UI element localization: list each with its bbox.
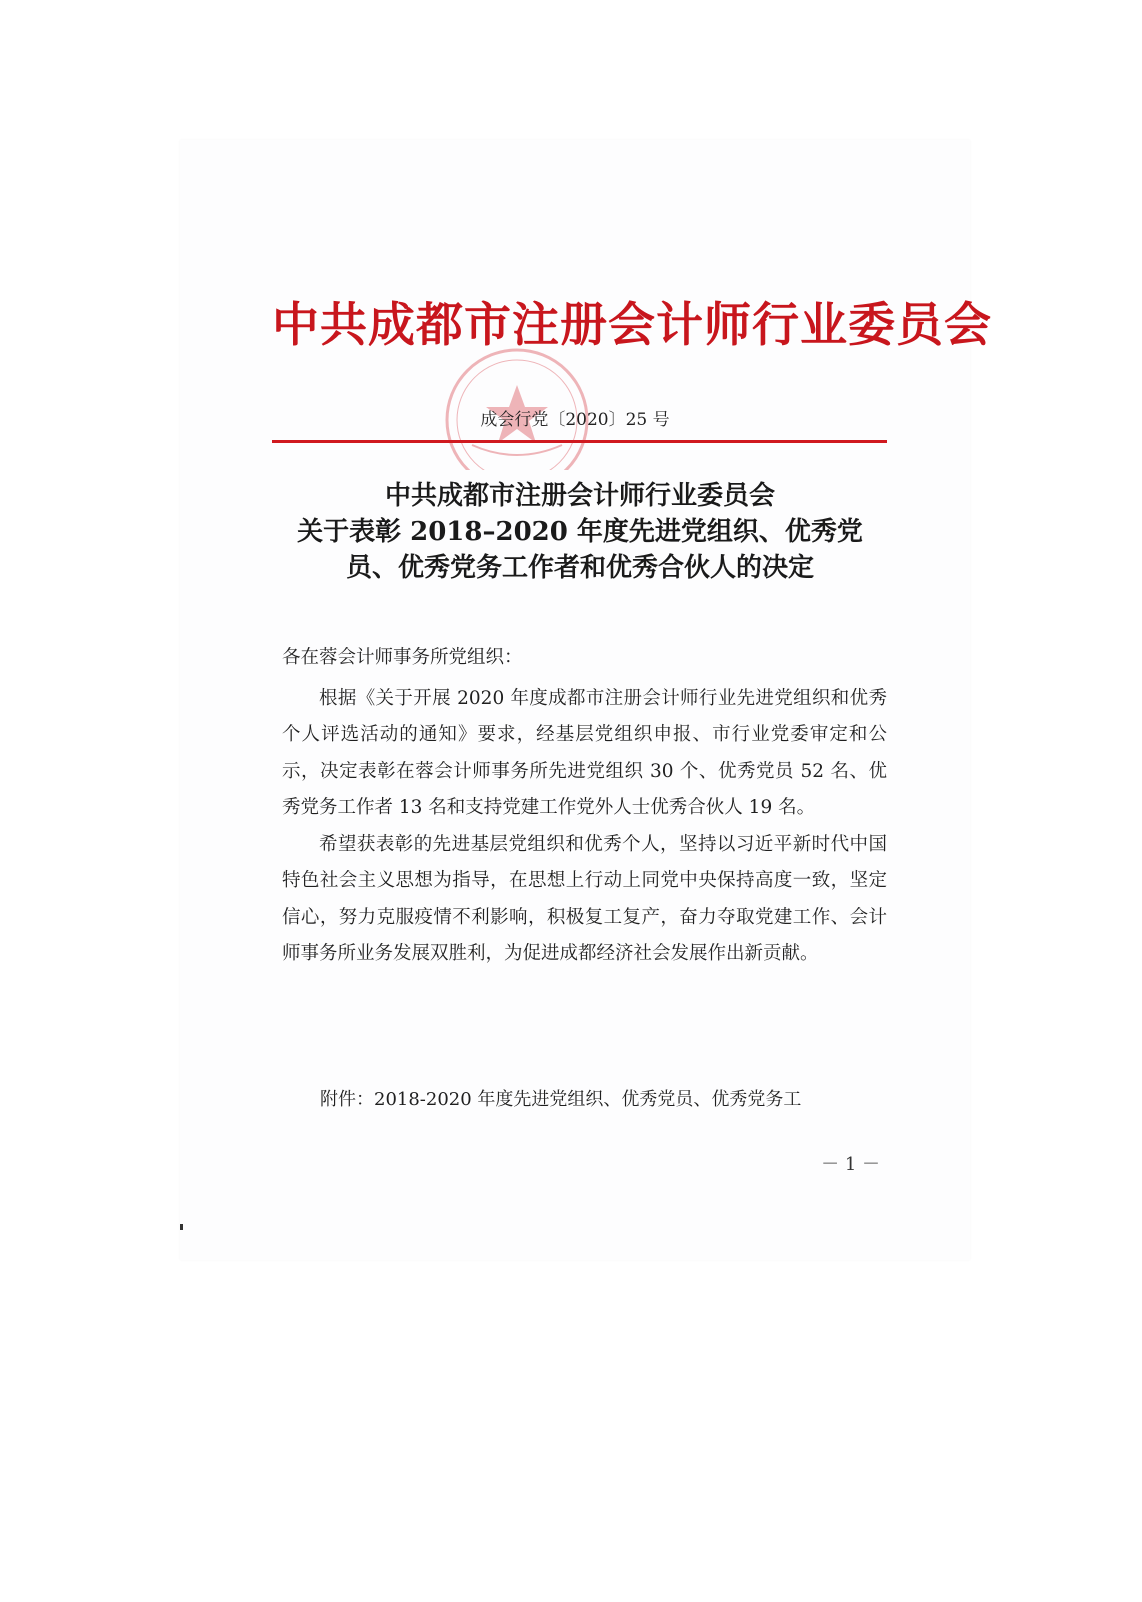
masthead: 中共成都市注册会计师行业委员会	[272, 298, 992, 353]
title-line-1: 中共成都市注册会计师行业委员会	[384, 481, 775, 511]
document-number: 成会行党〔2020〕25 号	[480, 410, 670, 430]
red-divider-line	[272, 440, 887, 443]
title-line-3: 员、优秀党务工作者和优秀合伙人的决定	[345, 553, 814, 583]
salutation: 各在蓉会计师事务所党组织：	[282, 647, 523, 668]
document-body	[282, 640, 887, 973]
attachment-note: 附件：2018-2020 年度先进党组织、优秀党员、优秀党务工	[320, 1089, 802, 1110]
scan-speck	[180, 1224, 183, 1230]
page-number: － 1 －	[821, 1154, 880, 1175]
title-line-2: 关于表彰 2018–2020 年度先进党组织、优秀党	[297, 517, 863, 547]
paragraph-1: 根据《关于开展 2020 年度成都市注册会计师行业先进党组织和优秀个人评选活动的通知》要求，经基层党组织申报、市行业党委审定和公示，决定表彰在蓉会计师事务所先进党组织 30 个、优秀党员 52 名、优秀党务工作者 13 名和支持党建工作党外人士优秀合伙人 19 名。	[282, 687, 887, 818]
paragraph-2: 希望获表彰的先进基层党组织和优秀个人，坚持以习近平新时代中国特色社会主义思想为指导，在思想上行动上同党中央保持高度一致，坚定信心，努力克服疫情不利影响，积极复工复产，奋力夺取党建工作、会计师事务所业务发展双胜利，为促进成都经济社会发展作出新贡献。	[282, 833, 887, 964]
document-title	[240, 478, 920, 586]
